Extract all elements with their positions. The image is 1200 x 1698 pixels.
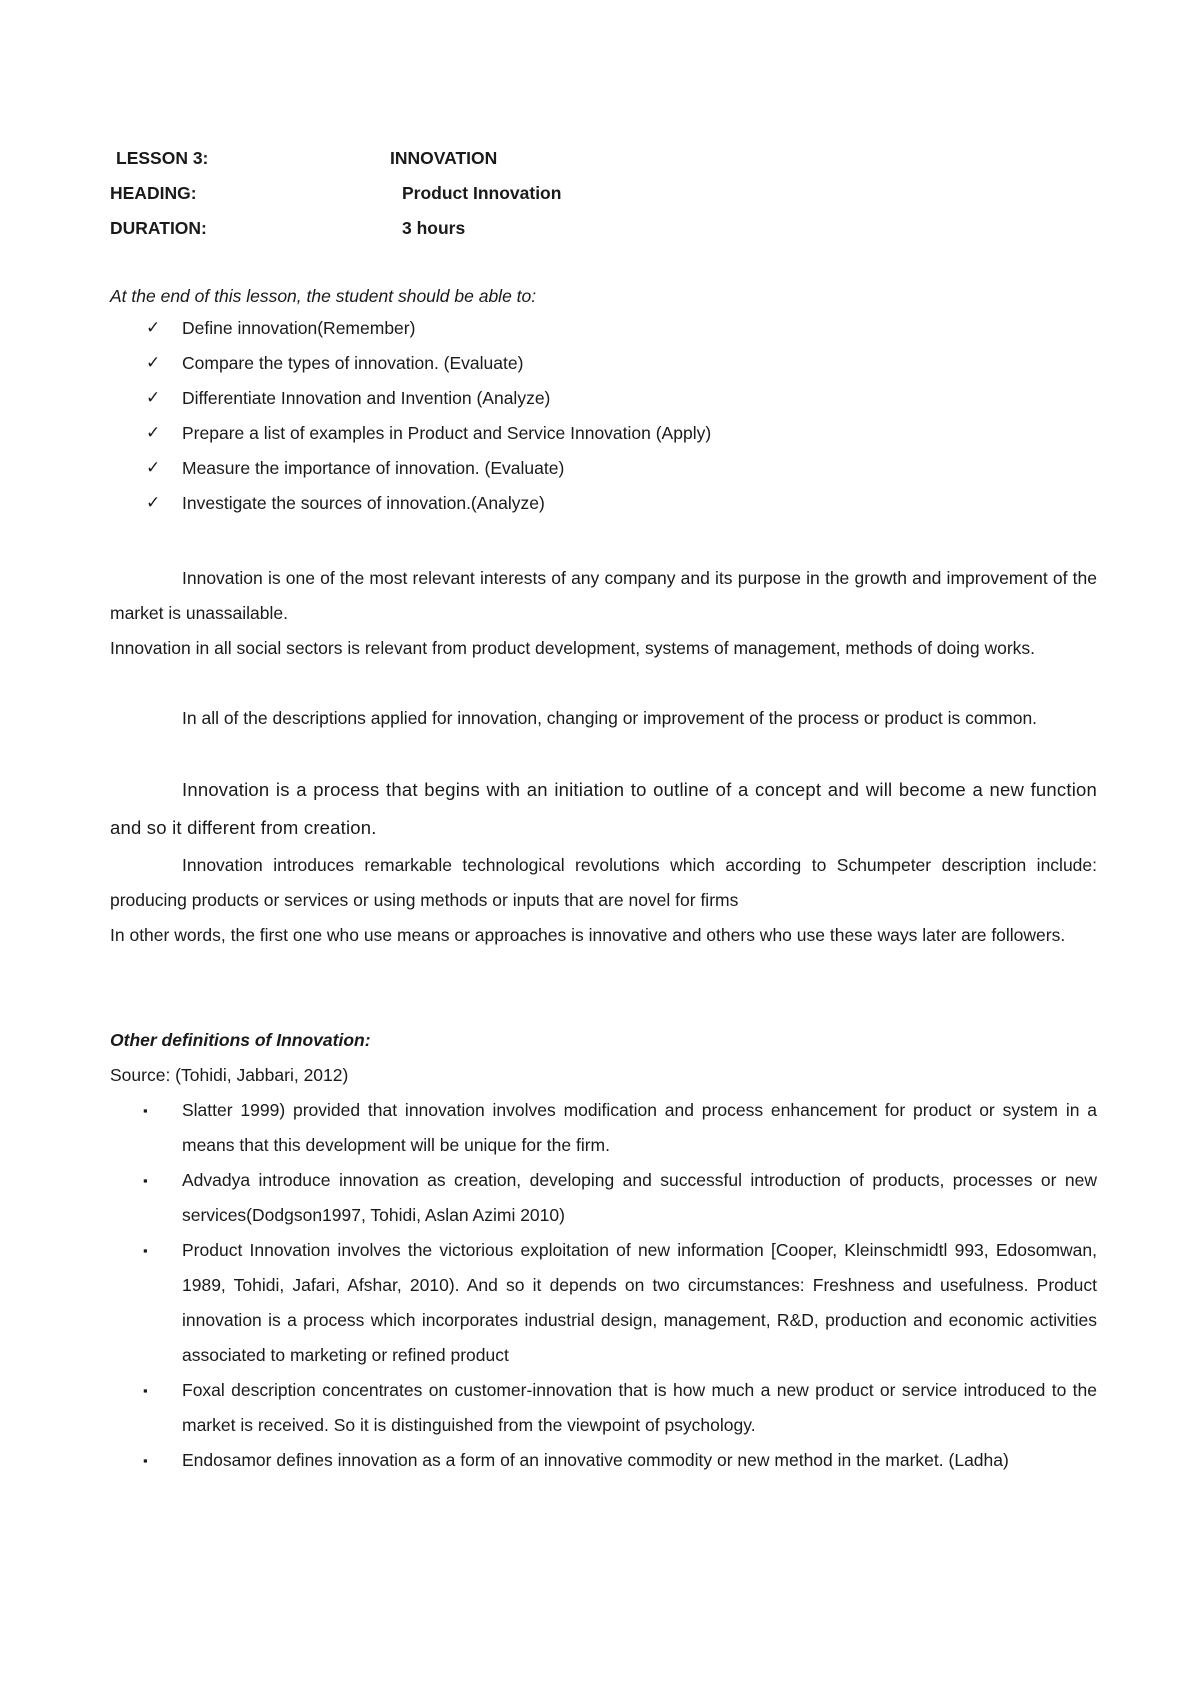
objective-item	[0, 316, 1200, 351]
checkmark-icon: ✓	[146, 493, 161, 512]
objective-item	[0, 351, 1200, 386]
checkmark-icon: ✓	[146, 388, 161, 407]
objectives-list	[0, 316, 1200, 526]
definition-text: Slatter 1999) provided that innovation involves modification and process enhancement for product or system in a means that this development will be unique for the firm.	[182, 1100, 1097, 1155]
checkmark-icon: ✓	[146, 353, 161, 372]
section-title: Other definitions of Innovation:	[110, 1030, 371, 1050]
paragraph-5: Innovation introduces remarkable technological revolutions which according to Schumpeter description include: producing products or services or using methods or inputs that are novel for firms	[110, 855, 1097, 910]
definition-item	[0, 1233, 1200, 1373]
objective-text: Measure the importance of innovation. (Evaluate)	[182, 458, 565, 478]
objective-text: Differentiate Innovation and Invention (Analyze)	[182, 388, 551, 408]
duration-label: DURATION:	[110, 218, 207, 238]
definition-item	[0, 1163, 1200, 1233]
bullet-icon: ▪	[143, 1103, 148, 1118]
paragraph-4: Innovation is a process that begins with an initiation to outline of a concept and will become a new function and so it different from creation.	[110, 779, 1097, 838]
lesson-label: LESSON 3:	[116, 148, 209, 168]
checkmark-icon: ✓	[146, 423, 161, 442]
definition-text: Foxal description concentrates on customer-innovation that is how much a new product or service introduced to the market is received. So it is distinguished from the viewpoint of psychology.	[182, 1380, 1097, 1435]
checkmark-icon: ✓	[146, 458, 161, 477]
definition-item	[0, 1443, 1200, 1478]
objective-item	[0, 456, 1200, 491]
bullet-icon: ▪	[143, 1453, 148, 1468]
definition-text: Advadya introduce innovation as creation, developing and successful introduction of products, processes or new services(Dodgson1997, Tohidi, Aslan Azimi 2010)	[182, 1170, 1097, 1225]
definition-text: Product Innovation involves the victorious exploitation of new information [Cooper, Kleinschmidtl 993, Edosomwan, 1989, Tohidi, Jafari, Afshar, 2010). And so it depends on two circumstances: Freshness and usefulness. Product innovation is a process which incorporates industrial design, management, R&D, production and economic activities associated to marketing or refined product	[182, 1240, 1097, 1365]
objective-item	[0, 491, 1200, 526]
lesson-value: INNOVATION	[390, 148, 498, 168]
bullet-icon: ▪	[143, 1383, 148, 1398]
definition-item	[0, 1093, 1200, 1163]
source-citation: Source: (Tohidi, Jabbari, 2012)	[110, 1065, 349, 1085]
definition-text: Endosamor defines innovation as a form of an innovative commodity or new method in the market. (Ladha)	[182, 1450, 1009, 1470]
checkmark-icon: ✓	[146, 318, 161, 337]
bullet-icon: ▪	[143, 1173, 148, 1188]
paragraph-1: Innovation is one of the most relevant interests of any company and its purpose in the growth and improvement of the market is unassailable.	[110, 568, 1097, 623]
definition-item	[0, 1373, 1200, 1443]
paragraph-3: In all of the descriptions applied for innovation, changing or improvement of the process or product is common.	[182, 708, 1038, 728]
objective-item	[0, 386, 1200, 421]
objective-text: Prepare a list of examples in Product and Service Innovation (Apply)	[182, 423, 712, 443]
objective-text: Compare the types of innovation. (Evaluate)	[182, 353, 524, 373]
objectives-intro: At the end of this lesson, the student should be able to:	[110, 286, 537, 306]
definitions-list	[0, 1093, 1200, 1478]
bullet-icon: ▪	[143, 1243, 148, 1258]
paragraph-6: In other words, the first one who use means or approaches is innovative and others who use these ways later are followers.	[110, 925, 1066, 945]
objective-text: Define innovation(Remember)	[182, 318, 416, 338]
objective-item	[0, 421, 1200, 456]
heading-label: HEADING:	[110, 183, 197, 203]
duration-value: 3 hours	[402, 218, 466, 238]
objective-text: Investigate the sources of innovation.(Analyze)	[182, 493, 545, 513]
paragraph-2: Innovation in all social sectors is relevant from product development, systems of management, methods of doing works.	[110, 638, 1036, 658]
heading-value: Product Innovation	[402, 183, 562, 203]
